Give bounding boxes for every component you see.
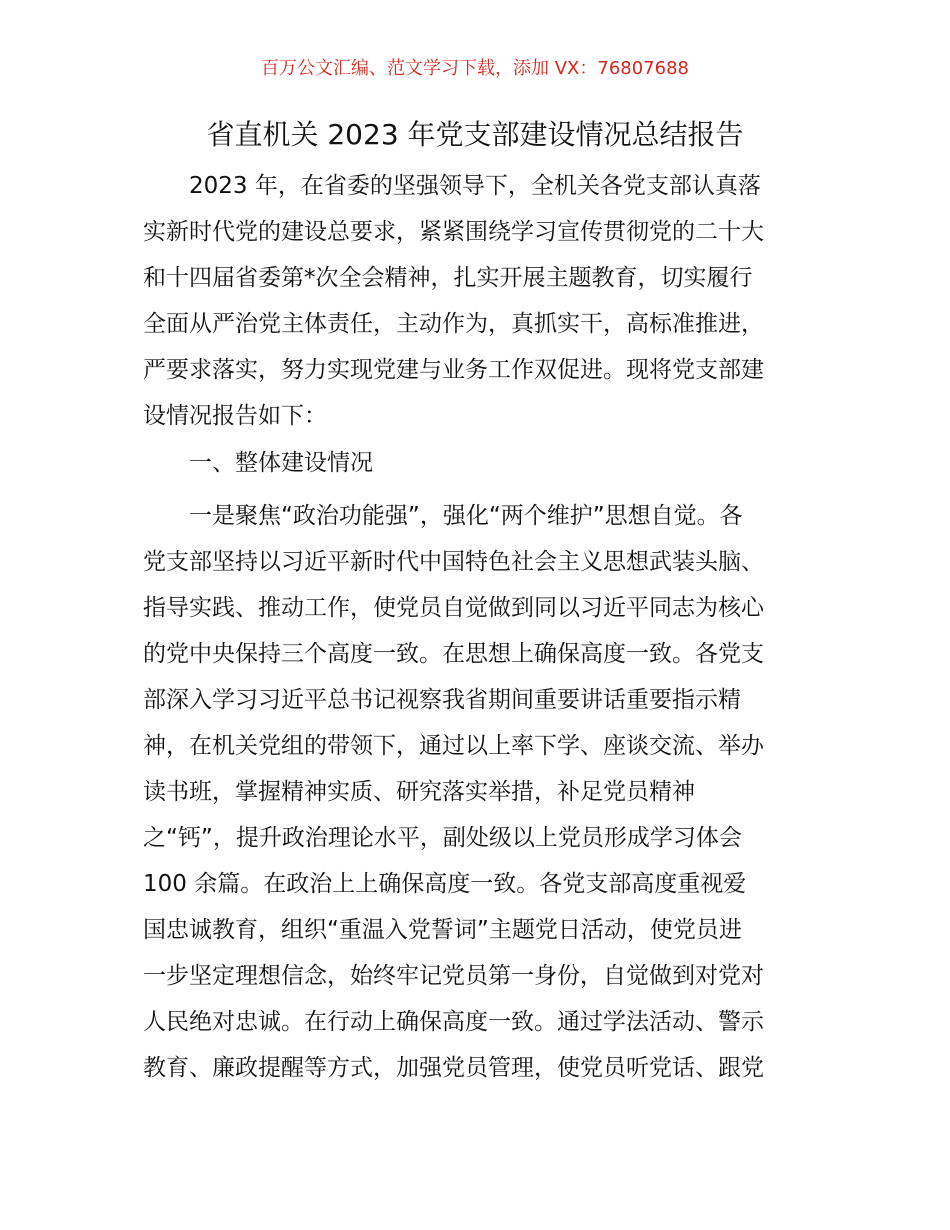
paragraph-line: 100 余篇。在政治上上确保高度一致。各党支部高度重视爱	[143, 871, 747, 897]
paragraph-line: 严要求落实，努力实现党建与业务工作双促进。现将党支部建	[143, 357, 764, 383]
paragraph-line: 之“钙”，提升政治理论水平，副处级以上党员形成学习体会	[143, 825, 742, 851]
paragraph-line: 教育、廉政提醒等方式，加强党员管理，使党员听党话、跟党	[143, 1055, 764, 1081]
paragraph-line: 全面从严治党主体责任，主动作为，真抓实干，高标准推进，	[143, 311, 764, 337]
paragraph-line: 一是聚焦“政治功能强”，强化“两个维护”思想自觉。各	[189, 503, 743, 529]
paragraph-line: 一步坚定理想信念，始终牢记党员第一身份，自觉做到对党对	[143, 963, 764, 989]
paragraph-line: 指导实践、推动工作，使党员自觉做到同以习近平同志为核心	[143, 595, 764, 621]
paragraph-line: 的党中央保持三个高度一致。在思想上确保高度一致。各党支	[143, 641, 764, 667]
paragraph-line: 读书班，掌握精神实质、研究落实举措，补足党员精神	[143, 779, 695, 805]
paragraph-line: 国忠诚教育，组织“重温入党誓词”主题党日活动，使党员进	[143, 917, 742, 943]
paragraph-line: 和十四届省委第*次全会精神，扎实开展主题教育，切实履行	[143, 265, 753, 291]
paragraph-line: 2023 年，在省委的坚强领导下，全机关各党支部认真落	[189, 173, 761, 199]
paragraph-line: 神，在机关党组的带领下，通过以上率下学、座谈交流、举办	[143, 733, 764, 759]
paragraph-line: 设情况报告如下：	[143, 403, 327, 429]
section-heading: 一、整体建设情况	[189, 450, 373, 476]
paragraph-line: 实新时代党的建设总要求，紧紧围绕学习宣传贯彻党的二十大	[143, 219, 764, 245]
paragraph-line: 党支部坚持以习近平新时代中国特色社会主义思想武装头脑、	[143, 549, 764, 575]
paragraph-line: 人民绝对忠诚。在行动上确保高度一致。通过学法活动、警示	[143, 1009, 764, 1035]
document-title: 省直机关 2023 年党支部建设情况总结报告	[206, 118, 744, 151]
paragraph-line: 部深入学习习近平总书记视察我省期间重要讲话重要指示精	[143, 687, 741, 713]
watermark-text: 百万公文汇编、范文学习下载，添加 VX：76807688	[261, 58, 689, 79]
